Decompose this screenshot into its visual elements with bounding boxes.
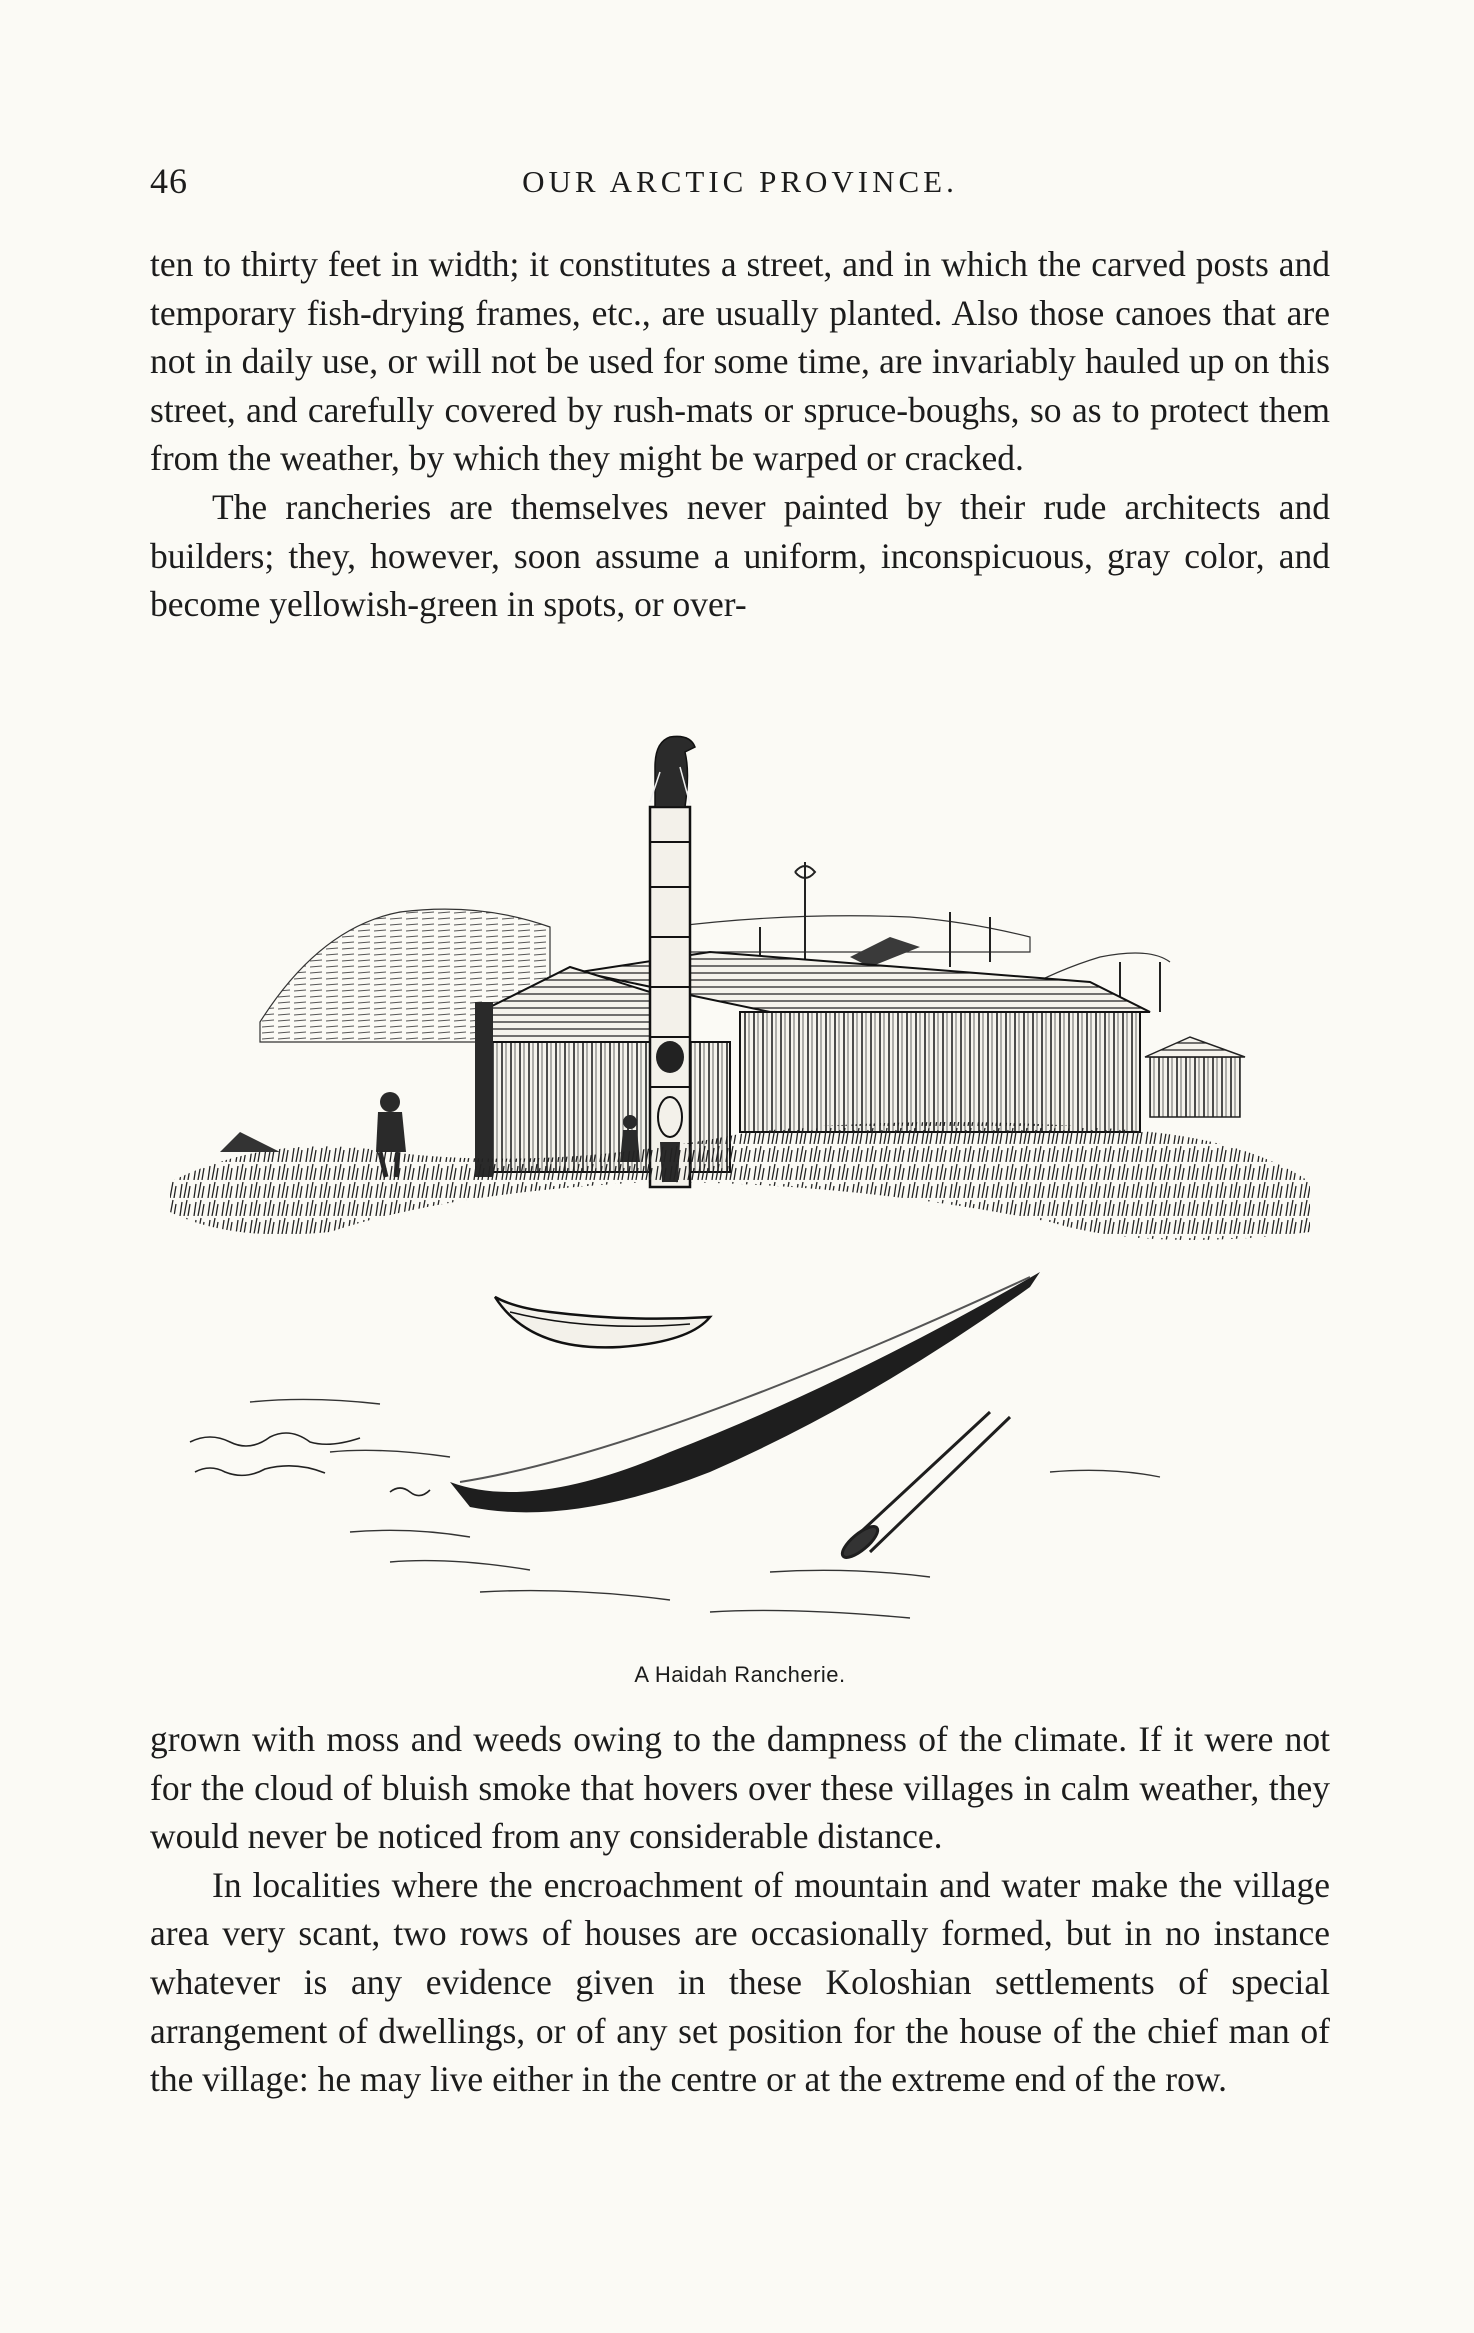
- water: [250, 1399, 1160, 1618]
- paragraph: The rancheries are themselves never painted by their rude architects and builders; they, however, soon assume a uniform, inconspicuous, gray color, and become yellowish-green in spots, or over-: [150, 486, 1330, 625]
- figure-caption: A Haidah Rancherie.: [634, 1662, 846, 1687]
- body-text-bottom: [150, 1715, 1330, 2104]
- running-head: OUR ARCTIC PROVINCE.: [522, 164, 958, 199]
- hill-ridge: [670, 916, 1030, 952]
- page-header: [150, 160, 1330, 210]
- illustration-figure: [150, 712, 1330, 1687]
- totem-pole: [650, 736, 695, 1187]
- body-text-top: [150, 240, 1330, 629]
- artist-signature: [190, 1433, 430, 1496]
- grass-foreground: [170, 1122, 1310, 1240]
- house-wall-right: [740, 1012, 1140, 1132]
- small-canoe: [495, 1297, 710, 1347]
- haidah-rancherie-engraving: [150, 712, 1330, 1652]
- page-number: 46: [150, 161, 188, 201]
- paragraph: ten to thirty feet in width; it constitutes a street, and in which the carved posts and temporary fish-drying frames, etc., are usually planted. Also those canoes that are not in daily use, or will not be used for some time, are invariably hauled up on this street, and carefully covered by rush-mats or spruce-boughs, so as to protect them from the weather, by which they might be warped or cracked.: [150, 244, 1330, 479]
- paragraph: In localities where the encroachment of mountain and water make the village area very scant, two rows of houses are occasionally formed, but in no instance whatever is any evidence given in these Koloshian settlements of special arrangement of dwellings, or of any set position for the house of the chief man of the village: he may live either in the centre or at the extreme end of the row.: [150, 1864, 1330, 2100]
- paragraph: grown with moss and weeds owing to the dampness of the climate. If it were not for the cloud of bluish smoke that hovers over these villages in calm weather, they would never be noticed from any considerable distance.: [150, 1719, 1330, 1857]
- large-canoe: [450, 1272, 1040, 1512]
- paddles: [838, 1412, 1010, 1562]
